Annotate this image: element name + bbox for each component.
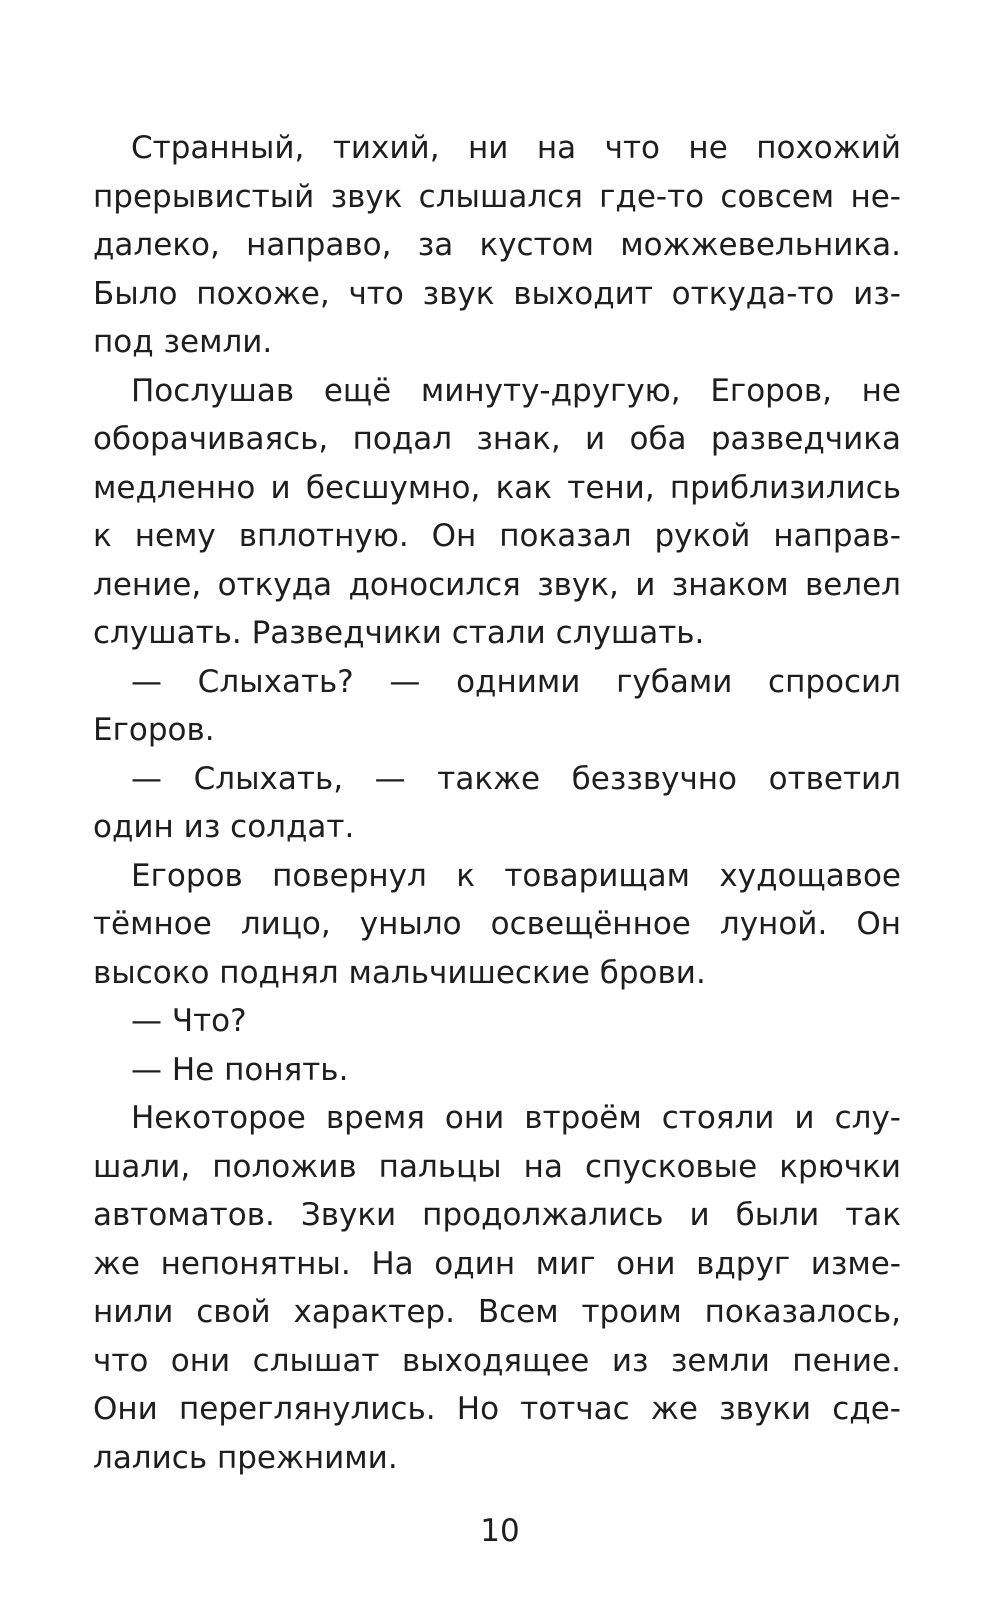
text-line: слушать. Разведчики стали слушать.: [93, 615, 705, 651]
text-line: Егоров повернул к товарищам худощавое: [131, 857, 901, 894]
text-line: оборачиваясь, подал знак, и оба разведчика: [93, 421, 901, 457]
text-line: Некоторое время они втроём стояли и слу-: [131, 1100, 901, 1136]
text-line: Странный, тихий, ни на что не похожий: [131, 130, 901, 166]
text-line: — Слыхать, — также беззвучно ответил: [131, 760, 901, 797]
text-line: ление, откуда доносился звук, и знаком велел: [93, 566, 901, 603]
text-line: — Слыхать? — одними губами спросил: [131, 663, 901, 700]
text-line: лались прежними.: [93, 1439, 398, 1476]
text-line: один из солдат.: [93, 809, 355, 845]
text-line: Они переглянулись. Но тотчас же звуки сде-: [93, 1391, 901, 1427]
body-text: [93, 124, 901, 1482]
text-line: к нему вплотную. Он показал рукой направ-: [93, 518, 901, 554]
text-line: — Что?: [131, 1003, 247, 1039]
text-line: нили свой характер. Всем троим показалось,: [93, 1294, 901, 1330]
text-line: Послушав ещё минуту-другую, Егоров, не: [131, 372, 901, 409]
text-line: далеко, направо, за кустом можжевельника.: [93, 227, 901, 263]
text-line: Было похоже, что звук выходит откуда-то из-: [93, 275, 901, 312]
text-line: Егоров.: [93, 712, 215, 748]
text-line: шали, положив пальцы на спусковые крючки: [93, 1148, 901, 1185]
text-line: медленно и бесшумно, как тени, приблизились: [93, 469, 901, 506]
text-line: автоматов. Звуки продолжались и были так: [93, 1197, 901, 1233]
text-line: что они слышат выходящее из земли пение.: [93, 1342, 901, 1379]
text-line: — Не понять.: [131, 1051, 349, 1088]
text-line: же непонятны. На один миг они вдруг изме-: [93, 1245, 901, 1282]
page-number: 10: [480, 1513, 520, 1549]
text-line: прерывистый звук слышался где-то совсем не-: [93, 178, 901, 215]
text-line: тёмное лицо, уныло освещённое луной. Он: [93, 906, 901, 942]
text-line: высоко поднял мальчишеские брови.: [93, 954, 706, 991]
text-line: под земли.: [93, 324, 273, 360]
